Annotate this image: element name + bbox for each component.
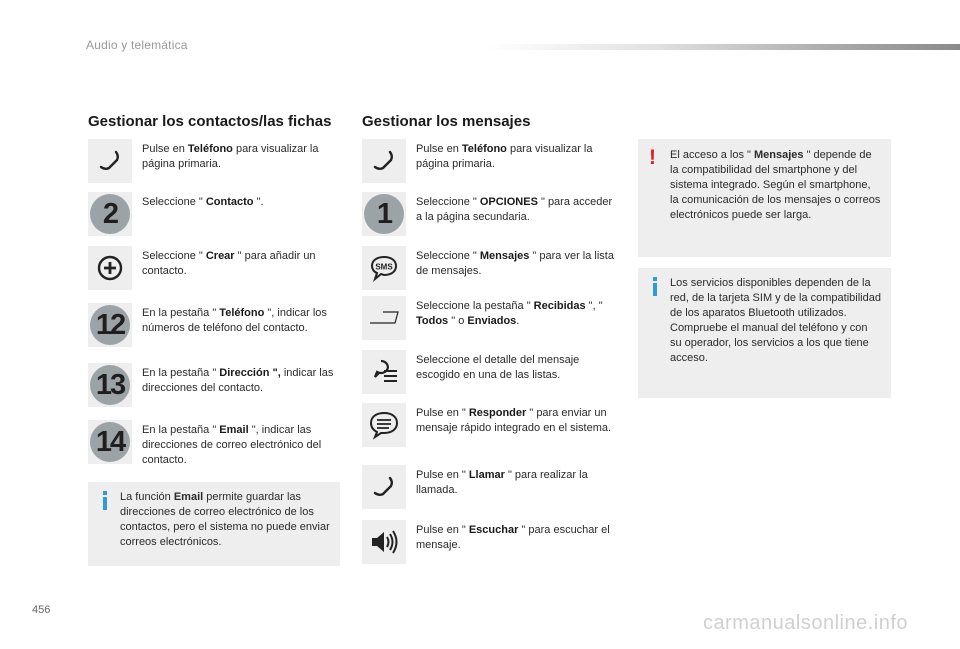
messages-warning-note — [638, 139, 891, 257]
step-text — [142, 246, 343, 279]
text-span: En la pestaña " — [142, 307, 220, 319]
step-number-badge — [88, 303, 132, 347]
step-number: 12 — [90, 305, 130, 345]
phone-icon — [88, 139, 132, 183]
text-span: ", indicar los números de teléfono del contacto. — [142, 307, 327, 334]
step-number-badge — [362, 192, 406, 236]
bold-term: Responder — [468, 407, 527, 419]
text-span: ". — [253, 196, 264, 208]
text-span: Seleccione " — [416, 250, 480, 262]
step-number-badge — [88, 420, 132, 464]
bold-term: Llamar — [468, 469, 505, 481]
messages-section-title: Gestionar los mensajes — [362, 113, 531, 130]
text-span: Seleccione " — [142, 196, 206, 208]
step-number: 1 — [364, 194, 404, 234]
bold-term: Teléfono — [219, 307, 265, 319]
text-span: Seleccione la pestaña " — [416, 300, 534, 312]
step-text — [416, 403, 620, 436]
text-span: Pulse en — [416, 143, 462, 155]
messages-step — [362, 350, 620, 394]
text-span: " para enviar un mensaje rápido integrado en el sistema. — [416, 407, 612, 434]
text-span: Los servicios disponibles dependen de la red, de la tarjeta SIM y de la compatibilidad de los aparatos Bluetooth utilizados. Compruebe el manual del teléfono y con su operador, los servicios a los que tiene acceso. — [670, 277, 881, 364]
text-span: Pulse en " — [416, 469, 469, 481]
svg-text:SMS: SMS — [375, 262, 393, 272]
phone-icon — [362, 465, 406, 509]
messages-step — [362, 296, 620, 340]
text-span: En la pestaña " — [142, 367, 220, 379]
text-span: " para realizar la llamada. — [416, 469, 588, 496]
plus-icon — [88, 246, 132, 290]
text-span: Pulse en " — [416, 407, 469, 419]
text-span: Seleccione " — [142, 250, 206, 262]
messages-step — [362, 246, 620, 290]
text-span: indicar las direcciones del contacto. — [142, 367, 334, 394]
contacts-step — [88, 303, 343, 347]
email-info-note — [88, 482, 340, 566]
header-title: Audio y telemática — [86, 38, 188, 52]
contacts-step — [88, 246, 343, 290]
step-text — [142, 363, 343, 396]
contacts-section-title: Gestionar los contactos/las fichas — [88, 113, 332, 130]
text-span: " para ver la lista de mensajes. — [416, 250, 614, 277]
text-span: . — [516, 315, 520, 327]
messages-step — [362, 465, 620, 509]
info-icon — [98, 491, 112, 511]
step-number-badge — [88, 192, 132, 236]
sms-icon — [362, 246, 406, 290]
phone-icon — [362, 139, 406, 183]
step-number: 13 — [90, 365, 130, 405]
text-span: Seleccione el detalle del mensaje escogido en una de las listas. — [416, 354, 580, 381]
bold-term: Enviados — [467, 315, 517, 327]
bold-term: OPCIONES — [479, 196, 538, 208]
message-detail-icon — [362, 350, 406, 394]
note-text — [670, 148, 881, 223]
bold-term: Dirección ", — [219, 367, 281, 379]
step-text — [142, 139, 343, 172]
warning-icon: ! — [649, 146, 656, 169]
step-number-badge — [88, 363, 132, 407]
speaker-icon — [362, 520, 406, 564]
services-info-note — [638, 268, 891, 398]
text-span: para visualizar la página primaria. — [416, 143, 593, 170]
text-span: " o — [448, 315, 468, 327]
step-text — [142, 420, 343, 468]
page-number: 456 — [32, 604, 51, 616]
bold-term: Todos — [416, 315, 449, 327]
text-span: " para acceder a la página secundaria. — [416, 196, 613, 223]
bold-term: Mensajes — [754, 149, 804, 161]
bold-term: Teléfono — [187, 143, 233, 155]
step-number: 2 — [90, 194, 130, 234]
step-text — [142, 192, 264, 210]
note-text — [670, 276, 881, 366]
text-span: La función — [120, 491, 174, 503]
tab-icon — [362, 296, 406, 340]
messages-step — [362, 139, 620, 183]
header-bar — [488, 44, 960, 50]
bold-term: Contacto — [205, 196, 254, 208]
info-icon — [648, 277, 662, 297]
text-span: ", " — [585, 300, 603, 312]
reply-icon — [362, 403, 406, 447]
text-span: " para escuchar el mensaje. — [416, 524, 610, 551]
step-text — [416, 192, 620, 225]
bold-term: Escuchar — [468, 524, 519, 536]
text-span: " depende de la compatibilidad del smartphone y del sistema integrado. Según el smartphone, la comunicación de los mensajes o correos electrónicos puede ser larga. — [670, 149, 881, 221]
bold-term: Email — [173, 491, 204, 503]
contacts-step — [88, 363, 343, 407]
text-span: Seleccione " — [416, 196, 480, 208]
note-text — [120, 490, 330, 550]
text-span: Pulse en — [142, 143, 188, 155]
messages-step — [362, 403, 620, 447]
text-span: permite guardar las direcciones de correo electrónico de los contactos, pero el sistema no puede enviar correos electrónicos. — [120, 491, 330, 548]
step-text — [416, 465, 620, 498]
step-text — [416, 139, 620, 172]
step-text — [416, 520, 620, 553]
bold-term: Mensajes — [479, 250, 530, 262]
text-span: El acceso a los " — [670, 149, 754, 161]
bold-term: Recibidas — [533, 300, 586, 312]
contacts-step — [88, 192, 343, 236]
text-span: para visualizar la página primaria. — [142, 143, 319, 170]
step-text — [416, 246, 620, 279]
contacts-step — [88, 420, 343, 468]
contacts-step — [88, 139, 343, 183]
step-text — [142, 303, 343, 336]
bold-term: Email — [219, 424, 249, 436]
text-span: ", indicar las direcciones de correo electrónico del contacto. — [142, 424, 322, 466]
text-span: " para añadir un contacto. — [142, 250, 316, 277]
messages-step — [362, 520, 620, 564]
messages-step — [362, 192, 620, 236]
bold-term: Teléfono — [461, 143, 507, 155]
watermark: carmanualsonline.info — [702, 612, 908, 634]
text-span: En la pestaña " — [142, 424, 220, 436]
step-text — [416, 296, 620, 329]
step-text — [416, 350, 620, 383]
step-number: 14 — [90, 422, 130, 462]
bold-term: Crear — [205, 250, 235, 262]
text-span: Pulse en " — [416, 524, 469, 536]
